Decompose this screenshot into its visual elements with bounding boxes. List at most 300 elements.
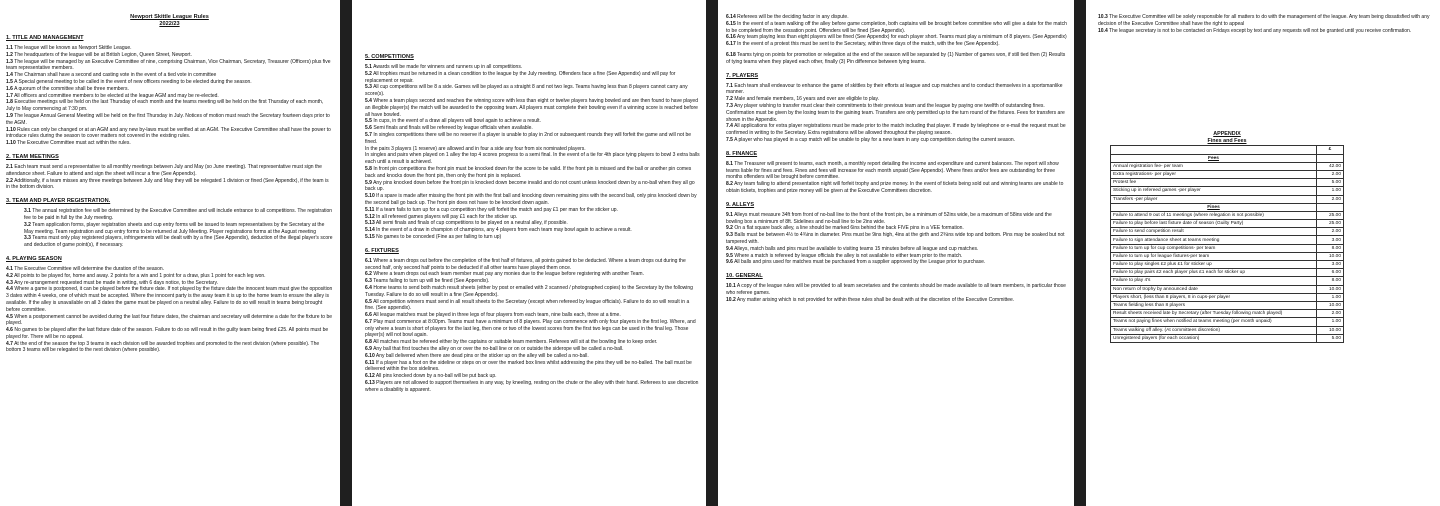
item-amount: 6.00 <box>1317 269 1344 277</box>
rule-paragraph <box>24 208 333 222</box>
section-8-heading: 8. FINANCE <box>726 150 758 157</box>
rule-paragraph <box>6 113 333 127</box>
rule-paragraph <box>726 259 1068 266</box>
rule-number: 7.5 <box>726 136 733 143</box>
rule-text: Each team must send a representative to all monthly meetings between July and May (so June meeting). That representative must sign the attendance sheet. Failure to attend and sign the sheet will incur a fine (See Appendix). <box>6 163 322 177</box>
fee-row <box>1111 195 1344 203</box>
rule-text: Any pins knocked down before the front pin is knocked down become invalid and do not count unless knocked down by a no-ball when they all go back up. <box>365 179 695 193</box>
fine-row <box>1111 211 1344 219</box>
rule-paragraph <box>726 297 1068 304</box>
rule-number: 5.8 <box>365 165 372 172</box>
item-label: Protest fee <box>1111 179 1317 187</box>
fine-row <box>1111 236 1344 244</box>
rule-paragraph <box>6 178 333 192</box>
section-10-continued <box>1098 14 1432 34</box>
rule-paragraph <box>365 132 700 146</box>
fine-row <box>1111 318 1344 326</box>
rule-text: Where a game is postponed, it can be played before the fixture date. If not played by the fixture date the innocent team must give the opposition 3 dates within 4 weeks, one of which must be accepted. Where the innocent party is the away team it is up to the home team to ensure the alley is available. If the alley is unavailable on all 3 dates the game must be played on a neutral alley. Failure to do so will result in teams being brought before committee. <box>6 286 333 313</box>
item-label: Failure to play pairs £2 each player plus £1 each for sticker up <box>1111 269 1317 277</box>
rule-number: 8.2 <box>726 181 733 188</box>
rule-number: 6.11 <box>365 359 375 366</box>
item-amount: 2.00 <box>1317 195 1344 203</box>
rule-paragraph <box>6 280 333 287</box>
rule-text: Players are not allowed to support themselves in any way, by kneeling, resting on the chute or the alley with their hand. Referees to use discretion where a disability is apparent. <box>365 380 699 393</box>
rule-paragraph <box>726 283 1068 297</box>
section-7-body <box>726 83 1068 144</box>
rule-text: When a postponement cannot be avoided during the last four fixture dates, the chairman and secretary will determine a date for the fixture to be played. <box>6 313 333 327</box>
rule-text: Teams must only play registered players, infringements will be dealt with by a fine (See Appendix), deduction of the illegal player's score and deduction of game point(s), if necessary. <box>24 235 333 249</box>
rule-text: Team application forms, player registration sheets and cup entry forms will be issued to team representatives by the Secretary at the May meeting. Team registration and cup entry forms to be returned at July Meeting. Player registrations forms at the August meeting <box>24 221 325 235</box>
rule-number: 6.4 <box>365 284 372 291</box>
fine-row <box>1111 301 1344 309</box>
section-9-body <box>726 212 1068 266</box>
rule-number: 1.9 <box>6 112 13 119</box>
rule-paragraph <box>365 319 700 339</box>
rule-paragraph <box>365 125 700 132</box>
rule-number: 4.1 <box>6 265 13 272</box>
item-amount: 10.00 <box>1317 301 1344 309</box>
section-2-heading: 2. TEAM MEETINGS <box>6 153 59 160</box>
rule-paragraph <box>365 152 700 166</box>
rule-text: In the pairs 3 players (1 reserve) are allowed and in four a side any four from six nominated players. <box>365 145 586 152</box>
rule-number: 5.1 <box>365 64 372 70</box>
rule-paragraph <box>365 271 700 278</box>
document-page-3 <box>718 0 1074 506</box>
rule-text: Where a match is refereed by league officials the alley is not available to either team prior to the match. <box>734 252 963 259</box>
fees-heading: Fees <box>1111 154 1317 162</box>
fee-row <box>1111 162 1344 170</box>
rule-text: Any player wishing to transfer must clear their commitments to their previous team and the league by paying one twelfth of outstanding fines. Confirmation must be given by the losing team to the gaining team. Transfers are only permitted up to the turn round of the fixtures. Fees for transfers are shown in the Appendix. <box>726 102 1065 123</box>
rule-number: 5.3 <box>365 84 372 91</box>
rule-number: 6.3 <box>365 278 372 285</box>
rule-number: 10.1 <box>726 283 736 290</box>
rule-number: 9.5 <box>726 252 733 259</box>
rule-text: Additionally, if a team misses any three meetings between July and May they will be relegated 1 division or fined (See Appendix), if the team is in the bottom division. <box>6 177 329 191</box>
section-6-continued <box>726 14 1068 48</box>
rule-text: At the end of the season the top 3 teams in each division will be awarded trophies and promoted to the next division (where possible). The bottom 3 teams will be relegated to the next division (where possible). <box>6 340 320 354</box>
rule-number: 5.4 <box>365 97 372 104</box>
rule-text: The Executive Committee must act within the rules. <box>17 140 131 147</box>
item-amount: 3.00 <box>1317 261 1344 269</box>
rule-paragraph <box>6 52 333 59</box>
item-label: Result sheets received late by Secretary (after Tuesday following match played) <box>1111 310 1317 318</box>
rule-paragraph <box>1098 28 1432 35</box>
rule-number: 4.3 <box>6 279 13 286</box>
rule-number: 5.15 <box>365 233 375 240</box>
fee-row <box>1111 170 1344 178</box>
rule-text: Any ball delivered when there are dead pins or the sticker up on the alley will be called a no-ball. <box>375 352 589 359</box>
rule-paragraph <box>726 96 1068 103</box>
rule-number: 1.10 <box>6 126 16 133</box>
rule-paragraph <box>365 214 700 221</box>
section-5-heading: 5. COMPETITIONS <box>365 54 414 60</box>
rule-number: 6.15 <box>726 20 736 27</box>
rule-number: 6.14 <box>726 14 736 20</box>
rule-text: A copy of the league rules will be provided to all team secretaries and the contents should be made available to all team members, in particular those who referee games. <box>726 283 1066 296</box>
rule-paragraph <box>6 99 333 113</box>
rule-number: 9.2 <box>726 225 733 232</box>
item-label: Players short, (less than 8 players, 8 in cups-per player <box>1111 293 1317 301</box>
item-label: Failure to play before last fixture date of season (Guilty Party) <box>1111 220 1317 228</box>
rule-text: In the event of a team walking off the alley before game completion, both captains will be brought before committee who will give a date for the match to be completed from the cessation point. Offenders will be fined (See Appendix). <box>726 20 1067 34</box>
item-amount: 2.00 <box>1317 170 1344 178</box>
rule-text: Referees will be the deciding factor in any dispute. <box>737 14 849 20</box>
rule-paragraph <box>365 346 700 353</box>
rule-text: The Executive Committee will determine the duration of the season. <box>14 265 165 272</box>
rule-text: No games to be conceded (Fine as per failing to turn up) <box>376 233 502 240</box>
rule-number: 9.1 <box>726 211 733 218</box>
rule-number: 6.18 <box>726 51 736 58</box>
item-amount: 5.00 <box>1317 179 1344 187</box>
rule-paragraph <box>24 222 333 236</box>
rule-number: 10.2 <box>726 296 736 303</box>
rule-paragraph <box>726 212 1068 226</box>
rule-text: Male and female members, 16 years and over are eligible to play. <box>734 96 880 103</box>
rule-number: 1.8 <box>6 99 13 106</box>
rule-6-18 <box>726 52 1068 66</box>
rule-number: 2.1 <box>6 163 13 170</box>
item-label: Failure to turn up for league fixtures-per team <box>1111 252 1317 260</box>
rule-text: All league matches must be played in three legs of four players from each team, nine balls each, three at a time. <box>373 312 621 319</box>
rule-number: 1.2 <box>6 51 13 58</box>
rule-number: 1.6 <box>6 85 13 92</box>
item-amount: 1.00 <box>1317 318 1344 326</box>
rule-paragraph <box>6 266 333 273</box>
item-label: Teams fielding less than 8 players <box>1111 301 1317 309</box>
fines-heading: Fines <box>1111 203 1317 211</box>
rule-text: Where a team drops out before the completion of the first half of fixtures, all points gained to be deducted. Where a team drops out during the second half, only second half points to be deducted if all other teams have played them once. <box>365 257 686 271</box>
section-2-body <box>6 164 333 191</box>
rule-text: Where a team plays second and reaches the winning score with less than eight or twelve players having bowled and are then found to have played an illegible player(s) the match will be awarded to the opposing team. All players must complete their bowling even if a winning score is reached before all have bowled. <box>365 97 698 118</box>
rule-paragraph <box>365 312 700 319</box>
rule-text: No games to be played after the last fixture date of the season. Failure to do so will result in the guilty team being fined £25. All points must be played for. There will be no appeal. <box>6 327 329 340</box>
rule-text: The league will be managed by an Executive Committee of nine, comprising Chairman, Vice Chairman, Secretary, Treasurer (Officers) plus five team representative members. <box>6 58 331 72</box>
rule-paragraph <box>6 164 333 178</box>
rule-paragraph <box>726 253 1068 260</box>
rule-number: 5.7 <box>365 131 372 138</box>
rule-paragraph <box>365 360 700 374</box>
rule-number: 3.1 <box>24 208 31 215</box>
header-blank-cell <box>1111 146 1317 154</box>
rule-text: Where a team drops out each team member must pay any monies due to the league before registering with another Team. <box>373 271 644 278</box>
fine-row <box>1111 252 1344 260</box>
fine-row <box>1111 244 1344 252</box>
rule-paragraph <box>6 45 333 52</box>
rule-number: 6.13 <box>365 380 375 387</box>
rule-paragraph <box>6 273 333 280</box>
rule-paragraph <box>365 180 700 194</box>
fine-row <box>1111 277 1344 285</box>
rule-number: 1.5 <box>6 78 13 85</box>
rule-number: 5.11 <box>365 206 375 213</box>
rule-number: 6.1 <box>365 257 372 264</box>
rule-number: 5.14 <box>365 227 375 234</box>
item-amount: 25.00 <box>1317 211 1344 219</box>
fine-row <box>1111 220 1344 228</box>
rule-text: If a team fails to turn up for a cup competition they will forfeit the match and pay £1 per man for the sticker up. <box>375 206 618 213</box>
item-label: Failure to attend 9 out of 11 meetings (where relegation is not possible) <box>1111 211 1317 219</box>
section-5-body <box>365 64 700 241</box>
rule-number: 6.17 <box>726 41 736 48</box>
rule-number: 7.1 <box>726 82 733 89</box>
appendix-title: APPENDIX <box>1213 131 1241 138</box>
rule-text: Executive meetings will be held on the last Thursday of each month and the teams meeting will be held on the first Thursday of each month, July to May commencing at 7:30 pm. <box>6 99 324 113</box>
rule-paragraph <box>365 98 700 118</box>
rule-text: All trophies must be returned in a clean condition to the league by the July meeting. Offenders face a fine (See Appendix) and will pay for replacement or repair. <box>365 70 676 84</box>
rule-paragraph <box>726 41 1068 48</box>
rule-number: 9.6 <box>726 259 733 266</box>
fine-row <box>1111 334 1344 342</box>
rule-text: In front pin competitions the front pin must be knocked down for the score to be valid. If the front pin is missed and the ball or another pin comes back and knocks down the front pin, then only the front pin is replaced. <box>365 165 692 179</box>
item-label: Teams not paying fines when notified at teams meeting (per month unpaid) <box>1111 318 1317 326</box>
rule-number: 4.6 <box>6 327 13 334</box>
rule-text: In the event of a protest this must be sent to the Secretary, within three days of the match, with the fee (See Appendix). <box>737 41 1000 48</box>
rule-paragraph <box>365 299 700 313</box>
section-10-body <box>726 283 1068 303</box>
rule-text: In all refereed games players will pay £1 each for the sticker up. <box>376 213 518 220</box>
rule-text: Teams tying on points for promotion or relegation at the end of the season will be separated by (1) Number of games won, if still tied then (2) Results of tying teams when they played each other, finally (3) Pin difference between tying teams. <box>726 51 1066 65</box>
rule-number: 6.10 <box>365 352 375 359</box>
rule-text: All applications for extra player registrations must be made prior to the match including that player. If made by telephone or e-mail the request must be confirmed in writing to the Secretary. Extra registrations will be allowed throughout the playing season. <box>726 123 1066 137</box>
rule-text: Rules can only be changed or at an AGM and any new by-laws must be verified at an AGM. The Executive Committee shall have the power to introduce rules during the season to cover matters not covered in the existing rules. <box>6 126 331 140</box>
rule-text: Each team shall endeavour to enhance the game of skittles by their efforts at league and cup matches and to conduct themselves in a sportsmanlike manner. <box>726 82 1063 96</box>
item-label: Non return of trophy by announced date <box>1111 285 1317 293</box>
rule-number: 9.4 <box>726 245 733 252</box>
fine-row <box>1111 261 1344 269</box>
rule-number: 1.3 <box>6 58 13 65</box>
rule-paragraph <box>365 220 700 227</box>
rule-paragraph <box>726 14 1068 21</box>
item-amount: 8.00 <box>1317 277 1344 285</box>
rule-text: If a spare is made after missing the front pin with the first ball and knocking down remaining pins with the second ball, only pins knocked down by the second ball go back up. The front pin does not have to be knocked down again. <box>365 193 697 206</box>
rule-number: 10.3 <box>1098 14 1108 20</box>
rule-text: Any re-arrangement requested must be made in writing, with 6 days notice, to the Secretary. <box>14 279 218 286</box>
fine-row <box>1111 285 1344 293</box>
rule-text: The Chairman shall have a second and casting vote in the event of a tied vote in committee <box>14 72 217 79</box>
rule-text: In the event of a draw in champion of champions, any 4 players from each team may bowl again to achieve a result. <box>376 227 632 234</box>
rule-paragraph <box>365 227 700 234</box>
rule-paragraph <box>365 353 700 360</box>
fees-heading-row <box>1111 154 1344 162</box>
rule-text: All balls and pins used for matches must be purchased from a supplier approved by the League prior to purchase. <box>734 259 986 266</box>
rule-paragraph <box>6 79 333 86</box>
rule-number: 6.6 <box>365 312 372 319</box>
section-4-heading: 4. PLAYING SEASON <box>6 255 62 262</box>
rule-number: 1.4 <box>6 72 13 79</box>
rule-paragraph <box>6 286 333 313</box>
item-amount: 1.00 <box>1317 187 1344 195</box>
item-amount: 2.00 <box>1317 310 1344 318</box>
rule-number: 4.7 <box>6 340 13 347</box>
rule-number: 4.5 <box>6 313 13 320</box>
rule-text: The league Annual General Meeting will be held on the first Thursday in July. Notices of motion must reach the Secretary fourteen days prior to the AGM. <box>6 112 330 126</box>
rule-paragraph <box>726 246 1068 253</box>
rule-text: Awards will be made for winners and runners up in all competitions. <box>373 64 523 70</box>
section-8-body <box>726 161 1068 195</box>
item-amount: 8.00 <box>1317 244 1344 252</box>
item-amount: 10.00 <box>1317 285 1344 293</box>
item-label: Failure to turn up for cup competitions- per team <box>1111 244 1317 252</box>
rule-number: 6.9 <box>365 346 372 353</box>
rule-text: All semi finals and finals of cup competitions to be played on a neutral alley, if possible. <box>375 220 568 227</box>
rule-paragraph <box>6 72 333 79</box>
rule-number: 5.10 <box>365 193 375 200</box>
fee-row <box>1111 179 1344 187</box>
rule-text: The league will be known as Newport Skittle League. <box>14 45 132 51</box>
rule-text: A player who has played in a cup match will be unable to play for a new team in any cup competition during the current season. <box>734 136 1016 143</box>
rule-text: Any team playing less than eight players will be fined (See Appendix) for each player short. Teams must play a minimum of 8 players. (See Appendix) <box>736 34 1067 41</box>
rule-paragraph <box>365 285 700 299</box>
document-page-1 <box>0 0 340 506</box>
rule-paragraph <box>365 207 700 214</box>
section-3-body <box>6 208 333 249</box>
section-1-body <box>6 45 333 147</box>
rule-paragraph <box>365 234 700 241</box>
rule-text: In cups, in the event of a draw all players will bowl again to achieve a result. <box>373 118 541 125</box>
fines-rows <box>1111 211 1344 342</box>
rule-number: 5.6 <box>365 125 372 132</box>
item-label: Transfers -per player <box>1111 195 1317 203</box>
rule-number: 7.2 <box>726 96 733 103</box>
fine-row <box>1111 310 1344 318</box>
section-9-heading: 9. ALLEYS <box>726 201 755 208</box>
rule-paragraph <box>365 380 700 394</box>
rule-text: If a player has a foot on the sideline or steps on or over the marked box lines whilst addressing the pins they will be no-balled. The ball must be delivered within the box sidelines. <box>365 359 692 373</box>
item-amount: 1.00 <box>1317 293 1344 301</box>
rule-paragraph <box>726 103 1068 123</box>
rule-paragraph <box>365 118 700 125</box>
rule-text: In singles and pairs when played on 1 alley the top 4 scores progress to a semi final. In the event of a tie for 4th place tying players to bowl 3 extra balls each until a result is achieved. <box>365 152 700 166</box>
fines-heading-row <box>1111 203 1344 211</box>
rule-paragraph <box>365 339 700 346</box>
rule-text: Semi finals and finals will be refereed by league officials when available. <box>373 125 533 132</box>
fine-row <box>1111 326 1344 334</box>
rule-number: 6.16 <box>726 34 736 41</box>
rule-number: 1.10 <box>6 140 16 147</box>
item-label: Sticking up in refereed games -per player <box>1111 187 1317 195</box>
rule-number: 6.12 <box>365 373 375 380</box>
rule-number: 2.2 <box>6 177 13 184</box>
rule-text: All matches must be refereed either by the captains or suitable team members. Referees will sit at the bowling line to keep order. <box>373 339 658 346</box>
rule-paragraph <box>6 59 333 73</box>
rule-number: 7.4 <box>726 123 733 130</box>
rule-number: 6.7 <box>365 318 372 325</box>
rule-text: Any matter arising which is not provided for within these rules shall be dealt with at the discretion of the Executive Committee. <box>736 296 1015 303</box>
rule-paragraph <box>365 71 700 85</box>
item-amount: 3.00 <box>1317 236 1344 244</box>
document-title: Newport Skittle League Rules <box>130 14 209 20</box>
rule-text: Alleys must measure 34ft from front of no-ball line to the front of the front pin, be a minimum of 52ins wide, be a maximum of 58ins wide and the bowling box a minimum of 8ft. Sidelines and no-ball line to be 2ins wide. <box>726 211 1052 225</box>
rule-text: All officers and committee members to be elected at the league AGM and may be re-elected. <box>14 92 219 99</box>
rule-paragraph <box>365 146 700 153</box>
fines-fees-table <box>1110 145 1344 343</box>
rule-text: Alleys, match balls and pins must be available to visiting teams 15 minutes before all league and cup matches. <box>734 245 979 252</box>
rule-text: Play must commence at 8:00pm. Teams must have a minimum of 8 players. Play can commence with only four players in the first leg. Where, and only where a team is short of players for the last leg, then one or two of the lowest scores from the first two legs can be used in the final leg. Those player(s) will not bowl again. <box>365 318 696 339</box>
rule-text: The league secretary is not to be contacted on Fridays except by text and any requests will not be granted until you receive confirmation. <box>1109 27 1412 34</box>
item-label: Extra registrations- per player <box>1111 170 1317 178</box>
section-7-heading: 7. PLAYERS <box>726 72 759 79</box>
section-4-body <box>6 266 333 354</box>
rule-paragraph <box>365 373 700 380</box>
item-label: Unregistered players (for each occasion) <box>1111 334 1317 342</box>
rule-paragraph <box>365 258 700 272</box>
section-1-heading: 1. TITLE AND MANAGEMENT <box>6 35 84 41</box>
rule-text: The Executive Committee will be solely responsible for all matters to do with the management of the league. Any team being dissatisfied with any decision of the Executive Committee shall have the right to appeal <box>1098 14 1430 27</box>
table-header-row <box>1111 146 1344 154</box>
item-amount: 5.00 <box>1317 334 1344 342</box>
item-label: Failure to sign attendance sheet at teams meeting <box>1111 236 1317 244</box>
rule-paragraph <box>6 140 333 147</box>
rule-paragraph <box>6 327 333 341</box>
rule-text: Teams failing to turn up will be fined (See Appendix). <box>373 278 490 285</box>
rule-paragraph <box>726 83 1068 97</box>
rule-number: 1.7 <box>6 92 13 99</box>
rule-paragraph <box>6 341 333 355</box>
rule-text: The Treasurer will present to teams, each month, a monthly report detailing the income and expenditure and current balances. The report will show teams liable for fines and fees. Fines and fees will increase for each month unpaid (See Appendix). Where fines and/or fees are outstanding for three months offenders will be brought before committee. <box>726 160 1059 181</box>
rule-paragraph <box>365 193 700 207</box>
rule-number: 4.2 <box>6 272 13 279</box>
document-page-2 <box>352 0 706 506</box>
rule-text: Any team failing to attend presentation night will forfeit trophy and prize money. In the event of tickets being sold out and winning teams are unable to obtain tickets, trophies and prize money will be given at the Executive Committees discretion. <box>726 181 1064 194</box>
rule-text: Any ball that first touches the alley on or over the no-ball line or on or outside the siderope will be called a no-ball. <box>373 346 624 353</box>
rule-paragraph <box>726 21 1068 35</box>
rule-paragraph <box>365 166 700 180</box>
rule-number: 3.3 <box>24 235 31 242</box>
rule-paragraph <box>6 93 333 100</box>
rule-text: All cup competitions will be 8 a side. Games will be played as a straight 8 and not two legs. Teams having less than 8 players cannot carry any score(s). <box>365 84 688 98</box>
rule-number: 8.1 <box>726 160 733 167</box>
rule-paragraph <box>365 64 700 71</box>
rule-paragraph <box>726 161 1068 181</box>
rule-text: The annual registration fee will be determined by the Executive Committee and will include entrance to all competitions. The registration fee to be paid in full by the July meeting. <box>24 208 333 221</box>
item-amount: 42.00 <box>1317 162 1344 170</box>
item-label: Annual registration fee- per team <box>1111 162 1317 170</box>
rule-text: On a flat square back alley, a line should be marked 6ins behind the back FIVE pins in a VEE formation. <box>734 225 964 232</box>
rule-paragraph <box>726 232 1068 246</box>
rule-paragraph <box>365 84 700 98</box>
rule-paragraph <box>24 235 333 249</box>
rule-paragraph <box>1098 14 1432 28</box>
rule-paragraph <box>726 181 1068 195</box>
document-page-4 <box>1086 0 1440 506</box>
item-label: Failure to play singles £2 plus £1 for sticker up <box>1111 261 1317 269</box>
rule-number: 5.9 <box>365 179 372 186</box>
item-label: Failure to play 4's <box>1111 277 1317 285</box>
section-6-body <box>365 258 700 394</box>
item-amount: 10.00 <box>1317 252 1344 260</box>
rule-text: Home teams to send both match result sheets (either by post or emailed with 2 scanned / photographed copies) to the Secretary by the following Tuesday. Failure to do so will result in a fine (See Appendix). <box>365 284 693 298</box>
rule-text: A Special general meeting to be called in the event of new officers needing to be elected during the season. <box>14 78 252 85</box>
rule-number: 1.1 <box>6 45 13 51</box>
appendix-subtitle: Fines and Fees <box>1207 138 1247 145</box>
fine-row <box>1111 228 1344 236</box>
item-label: Failure to send competition result <box>1111 228 1317 236</box>
rule-text: All points to be played for, home and away. 2 points for a win and 1 point for a draw, plus 1 point for each leg won. <box>14 272 266 279</box>
rule-paragraph <box>726 123 1068 137</box>
rule-number: 9.3 <box>726 232 733 239</box>
rule-number: 6.8 <box>365 339 372 346</box>
rule-number: 6.5 <box>365 298 372 305</box>
rule-text: A quorum of the committee shall be three members. <box>14 85 129 92</box>
rule-number: 7.3 <box>726 102 733 109</box>
fine-row <box>1111 269 1344 277</box>
rule-paragraph <box>365 278 700 285</box>
fee-row <box>1111 187 1344 195</box>
document-season: 2022/23 <box>159 21 180 27</box>
item-amount: 10.00 <box>1317 326 1344 334</box>
fees-rows <box>1111 162 1344 203</box>
rule-text: All competition winners must send in all result sheets to the Secretary (except when refereed by league officials). Failure to do so will result in a fine. (See appendix). <box>365 298 690 312</box>
